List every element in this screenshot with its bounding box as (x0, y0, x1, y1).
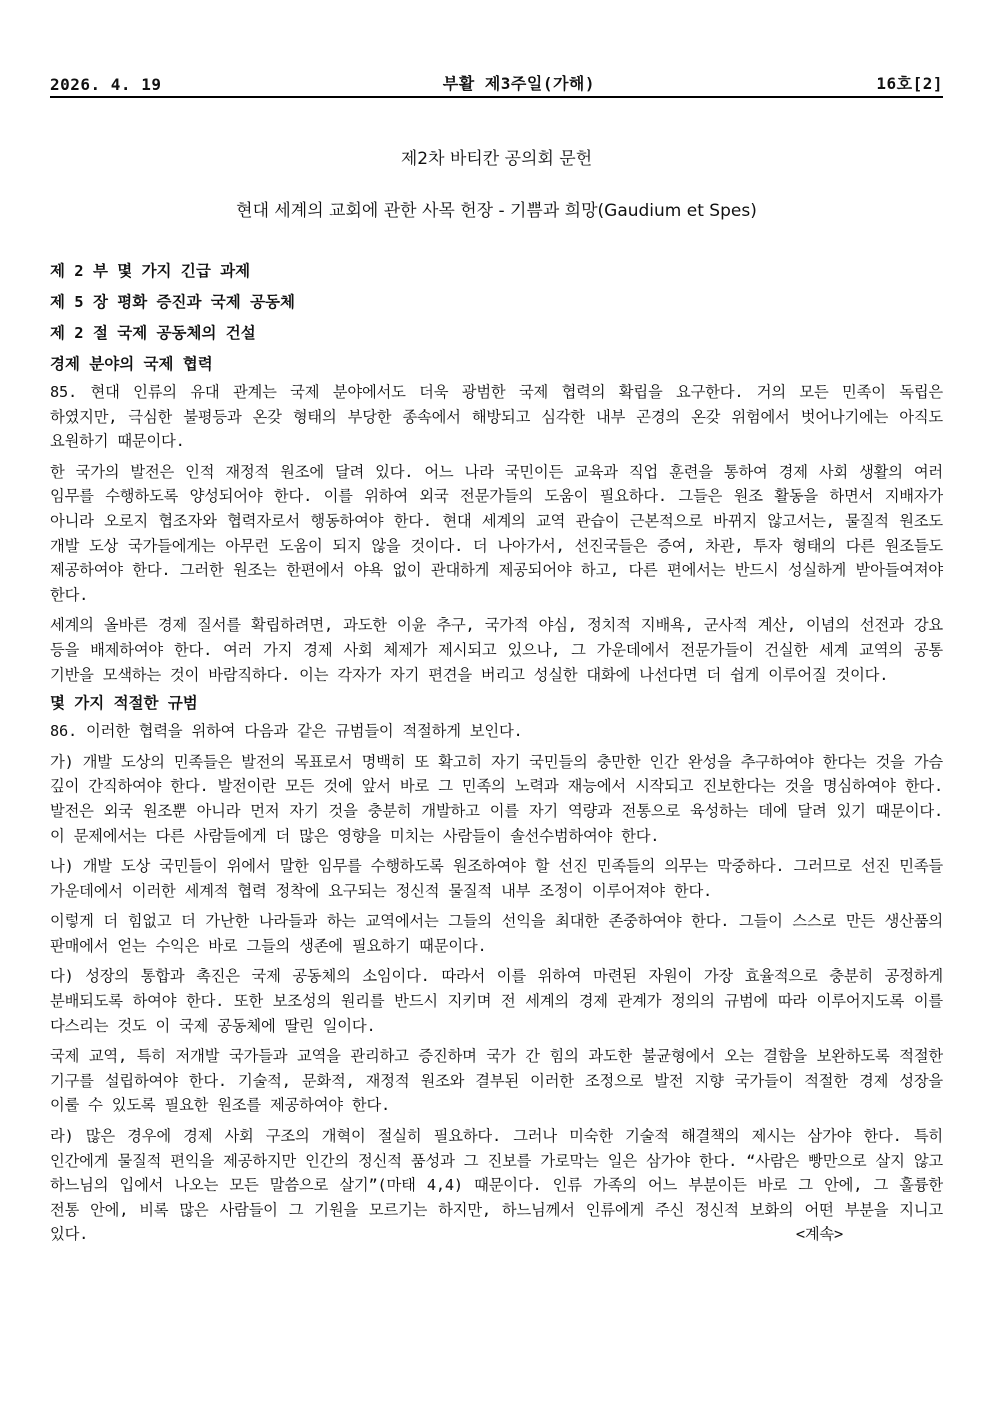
liturgical-day: 부활 제3주일(가해) (442, 74, 596, 93)
paragraph-85-development: 한 국가의 발전은 인적 재정적 원조에 달려 있다. 어느 나라 국민이든 교육과 직업 훈련을 통하여 경제 사회 생활의 여러 임무를 수행하도록 양성되어야 한다. 이를 위하여 외국 전문가들의 도움이 필요하다. 그들은 원조 활동을 하면서 지배자가 아니라 오로지 협조자와 협력자로서 행동하여야 한다. 현대 세계의 교역 관습이 근본적으로 바뀌지 않고서는, 물질적 원조도 개발 도상 국가들에게는 아무런 도움이 되지 않을 것이다. 더 나아가서, 선진국들은 증여, 차관, 투자 형태의 다른 원조들도 제공하여야 한다. 그러한 원조는 한편에서 야욕 없이 관대하게 제공되어야 하고, 다른 편에서는 반드시 성실하게 받아들여져야 한다. (50, 462, 943, 604)
document-subtitle: 현대 세계의 교회에 관한 사목 헌장 - 기쁨과 희망(Gaudium et Spes) (236, 201, 757, 221)
section-heading: 제 2 절 국제 공동체의 건설 (50, 324, 256, 342)
part-heading: 제 2 부 몇 가지 긴급 과제 (50, 262, 251, 280)
economic-cooperation-heading: 경제 분야의 국제 협력 (50, 355, 213, 373)
norm-ra (50, 1124, 943, 1247)
chapter-heading: 제 5 장 평화 증진과 국제 공동체 (50, 293, 295, 311)
paragraph-86: 86. 이러한 협력을 위하여 다음과 같은 규범들이 적절하게 보인다. (50, 722, 523, 741)
norm-ra-text: 라) 많은 경우에 경제 사회 구조의 개혁이 절실히 필요하다. 그러나 미숙한 기술적 해결책의 제시는 삼가야 한다. 특히 인간에게 물질적 편익을 제공하지만 인간의 정신적 품성과 그 진보를 가로막는 일은 삼가야 한다. “사람은 빵만으로 살지 않고 하느님의 입에서 나오는 모든 말씀으로 살기”(마태 4,4) 때문이다. 인류 가족의 어느 부분이든 바로 그 안에, 그 훌륭한 전통 안에, 비록 많은 사람들이 그 기원을 모르기는 하지만, 하느님께서 인류에게 주신 정신적 보화의 어떤 부분을 지니고 있다. (50, 1127, 943, 1244)
issue-number: 16호[2] (876, 74, 943, 93)
norm-da: 다) 성장의 통합과 촉진은 국제 공동체의 소임이다. 따라서 이를 위하여 마련된 자원이 가장 효율적으로 충분히 공정하게 분배되도록 하여야 한다. 또한 보조성의 원리를 반드시 지키며 전 세계의 경제 관계가 정의의 규범에 따라 이루어지도록 이를 다스리는 것도 이 국제 공동체에 딸린 일이다. (50, 967, 943, 1035)
norm-na: 나) 개발 도상 국민들이 위에서 말한 임무를 수행하도록 원조하여야 할 선진 민족들의 의무는 막중하다. 그러므로 선진 민족들 가운데에서 이러한 세계적 협력 정착에 요구되는 정신적 물질적 내부 조정이 이루어져야 한다. (50, 857, 943, 900)
issue-date: 2026. 4. 19 (50, 75, 162, 94)
paragraph-85-economic-order: 세계의 올바른 경제 질서를 확립하려면, 과도한 이윤 추구, 국가적 야심, 정치적 지배욕, 군사적 계산, 이념의 선전과 강요 등을 배제하여야 한다. 여러 가지 경제 사회 체제가 제시되고 있으나, 그 가운데에서 전문가들이 건실한 세계 교역의 공통 기반을 모색하는 것이 바람직하다. 이는 각자가 자기 편견을 버리고 성실한 대화에 나선다면 더 쉽게 이루어질 것이다. (50, 616, 943, 684)
document-body (50, 108, 943, 1253)
norm-da-institutions: 국제 교역, 특히 저개발 국가들과 교역을 관리하고 증진하며 국가 간 힘의 과도한 불균형에서 오는 결함을 보완하도록 적절한 기구를 설립하여야 한다. 기술적, 문화적, 재정적 원조와 결부된 이러한 조정으로 발전 지향 국가들이 적절한 경제 성장을 이룰 수 있도록 필요한 원조를 제공하여야 한다. (50, 1047, 943, 1115)
paragraph-85: 85. 현대 인류의 유대 관계는 국제 분야에서도 더욱 광범한 국제 협력의 확립을 요구한다. 거의 모든 민족이 독립은 하였지만, 극심한 불평등과 온갖 형태의 부당한 종속에서 해방되고 심각한 내부 곤경의 온갖 위험에서 벗어나기에는 아직도 요원하기 때문이다. (50, 383, 943, 451)
norms-heading: 몇 가지 적절한 규범 (50, 694, 198, 713)
norm-na-trade: 이렇게 더 힘없고 더 가난한 나라들과 하는 교역에서는 그들의 선익을 최대한 존중하여야 한다. 그들이 스스로 만든 생산품의 판매에서 얻는 수익은 바로 그들의 생존에 필요하기 때문이다. (50, 912, 943, 955)
page-header (50, 70, 943, 98)
norm-ga: 가) 개발 도상의 민족들은 발전의 목표로서 명백히 또 확고히 자기 국민들의 충만한 인간 완성을 추구하여야 한다는 것을 가슴 깊이 간직하여야 한다. 발전이란 모든 것에 앞서 바로 그 민족의 노력과 재능에서 시작되고 진보한다는 것을 명심하여야 한다. 발전은 외국 원조뿐 아니라 먼저 자기 것을 충분히 개발하고 이를 자기 역량과 전통으로 육성하는 데에 달려 있기 때문이다. 이 문제에서는 다른 사람들에게 더 많은 영향을 미치는 사람들이 솔선수범하여야 한다. (50, 752, 943, 845)
continued-marker: <계속> (795, 1225, 843, 1244)
document-title: 제2차 바티칸 공의회 문헌 (400, 149, 593, 169)
